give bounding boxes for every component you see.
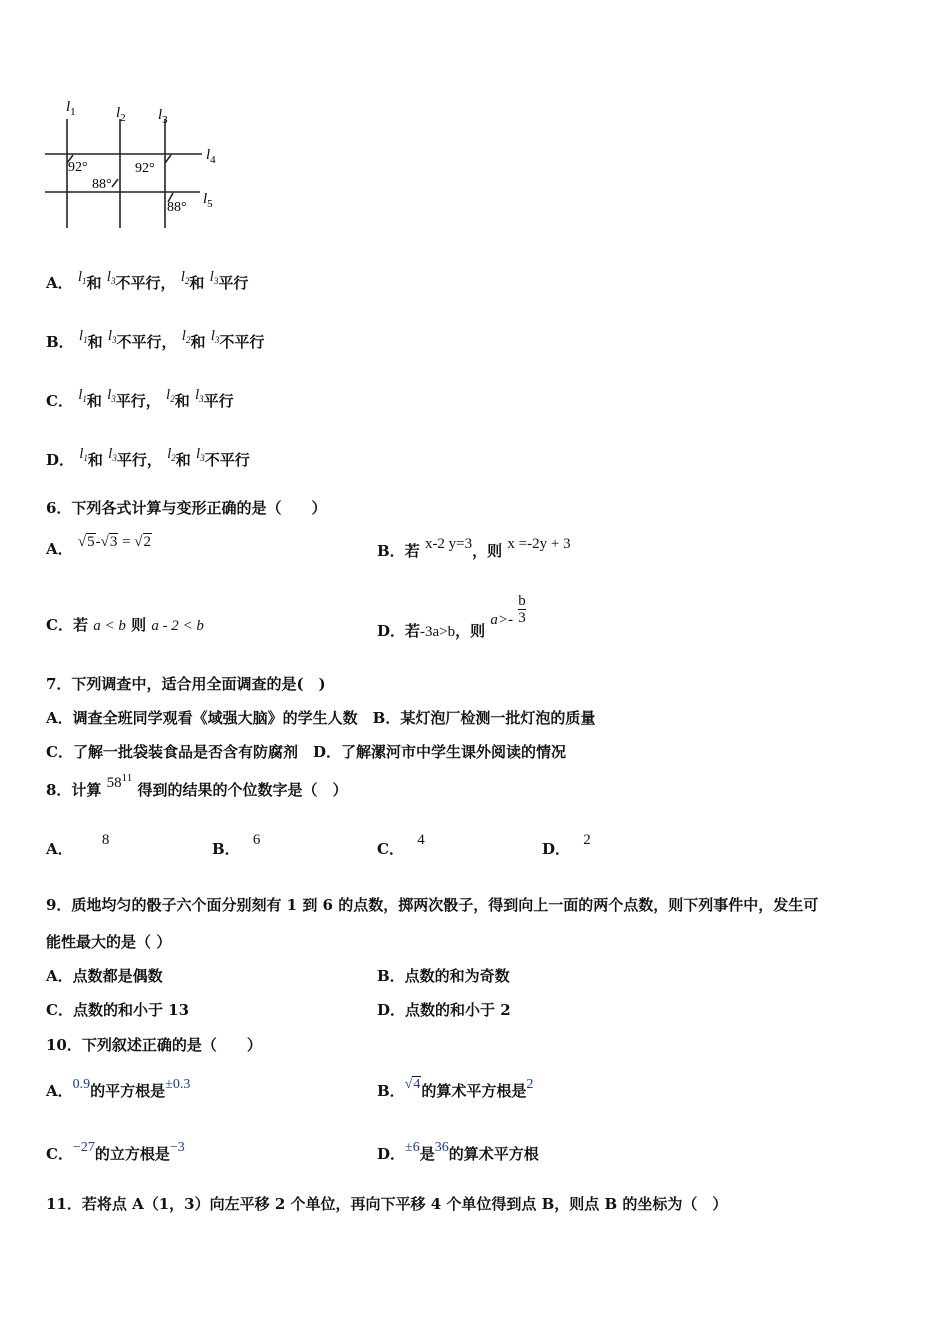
q9-stem-line2: 能性最大的是（ ） — [46, 933, 172, 951]
q10-option-a: A．0.9的平方根是±0.3 — [46, 1077, 191, 1100]
q7-stem: 7．下列调查中，适合用全面调查的是( ) — [46, 675, 326, 693]
label-l3: $l_3$ — [158, 107, 168, 126]
q5-option-c: C． $l_1$和 $l_3$平行， $l_2$和 $l_3$平行 — [46, 387, 234, 410]
angle-88-left: 88° — [92, 177, 112, 192]
q7-options-ab: A．调查全班同学观看《域强大脑》的学生人数 B．某灯泡厂检测一批灯泡的质量 — [46, 709, 596, 727]
q9-option-b: B．点数的和为奇数 — [377, 967, 510, 985]
q5-option-d: D． $l_1$和 $l_3$平行， $l_2$和 $l_3$不平行 — [46, 446, 250, 469]
q9-option-d: D．点数的和小于 2 — [377, 1001, 511, 1019]
q10-stem: 10．下列叙述正确的是（ ） — [46, 1036, 262, 1054]
q6-stem: 6．下列各式计算与变形正确的是（ ） — [46, 499, 327, 517]
q10-option-b: B．√4的算术平方根是2 — [377, 1077, 534, 1100]
q10-option-c: C．−27的立方根是−3 — [46, 1140, 185, 1163]
q8-stem: 8．计算 $58^{11}$ 得到的结果的个位数字是（ ） — [46, 772, 348, 799]
parallel-lines-figure — [40, 95, 240, 235]
q8-option-c: C． 4 — [377, 832, 425, 858]
label-l4: $l_4$ — [206, 147, 216, 166]
q5-option-b: B． $l_1$和 $l_3$不平行， $l_2$和 $l_3$不平行 — [46, 328, 265, 351]
fraction-b-over-3: $\frac{b}{3}$ — [518, 593, 526, 626]
q6-option-a: A． √5-√3 = √2 — [46, 534, 152, 558]
q9-option-c: C．点数的和小于 13 — [46, 1001, 190, 1019]
q8-option-b: B． 6 — [212, 832, 261, 858]
q6-option-b: B．若 x-2 y=3，则 x =-2y + 3 — [377, 536, 571, 560]
q6-option-c: C．若 a < b 则 a - 2 < b — [46, 616, 204, 634]
angle-92-left: 92° — [68, 160, 88, 175]
q9-stem-line1: 9．质地均匀的骰子六个面分别刻有 1 到 6 的点数，掷两次骰子，得到向上一面的两个点数，则下列事件中，发生可 — [46, 896, 819, 914]
q6-option-d: D．若-3a>b，则 a>- $\frac{b}{3}$ — [377, 593, 526, 640]
q5-option-a: A． $l_1$和 $l_3$不平行， $l_2$和 $l_3$平行 — [46, 269, 249, 292]
q9-option-a: A．点数都是偶数 — [46, 967, 163, 985]
q8-option-d: D． 2 — [542, 832, 591, 858]
q10-option-d: D．±6是36的算术平方根 — [377, 1140, 539, 1163]
q11-stem: 11．若将点 A（1，3）向左平移 2 个单位，再向下平移 4 个单位得到点 B，则点 B 的坐标为（ ） — [46, 1195, 728, 1213]
angle-92-right: 92° — [135, 161, 155, 176]
label-l2: $l_2$ — [116, 105, 126, 124]
label-l5: $l_5$ — [203, 191, 213, 210]
label-l1: $l_1$ — [66, 99, 76, 118]
q8-option-a: A． 8 — [46, 832, 110, 858]
q7-options-cd: C．了解一批袋装食品是否含有防腐剂 D．了解漯河市中学生课外阅读的情况 — [46, 743, 566, 761]
angle-88-right: 88° — [167, 200, 187, 215]
